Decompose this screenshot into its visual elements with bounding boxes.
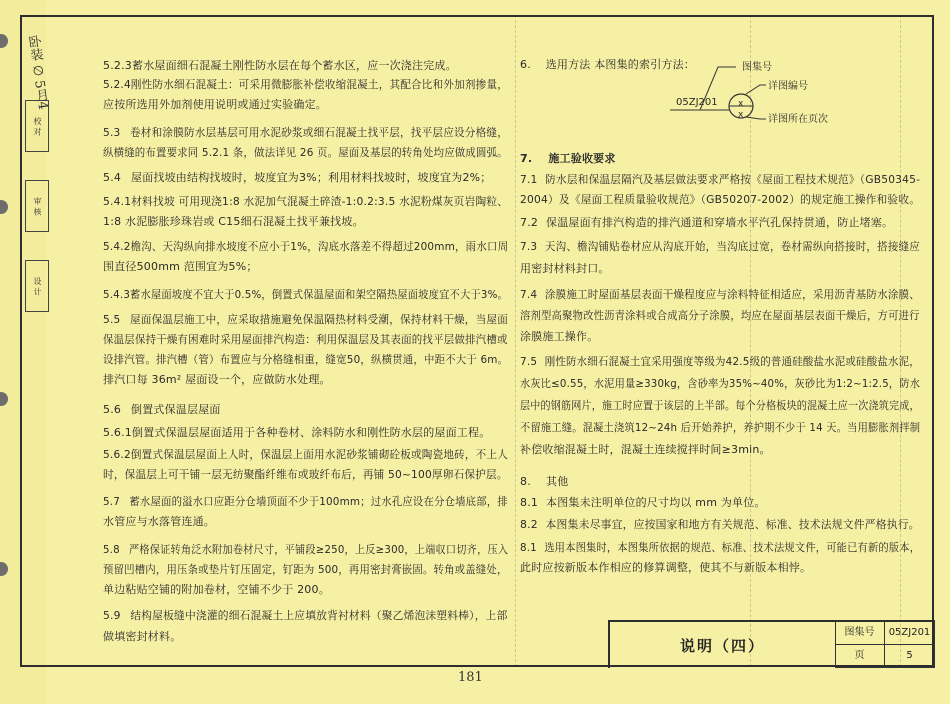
text-line: 保温层保持干燥有困难时采用屋面排汽构造：利用保温层及其表面的找平层做排汽槽或 [103,333,508,346]
text-line: 5.4 屋面找坡由结构找坡时，坡度宜为3%；利用材料找坡时，坡度宜为2%； [103,171,492,184]
text-line: 单边粘贴空铺的附加卷材，空铺不少于 200。 [103,583,330,596]
signature: 卧装 ∅ 5月4 [24,34,51,111]
text-line: 8.1 本图集未注明单位的尺寸均以 mm 为单位。 [520,496,766,509]
text-line: 纵横缝的布置要求同 5.2.1 条，做法详见 26 页。屋面及基层的转角处均应做成圆弧。 [103,146,508,159]
text-line: 8. 其他 [520,475,569,488]
text-line: 5.4.1材料找坡 可用现浇1:8 水泥加气混凝土碎渣-1:0.2:3.5 水泥粉煤灰页岩陶粒、 [103,195,509,208]
text-line: 5.2.3蓄水屋面细石混凝土刚性防水层在每个蓄水区，应一次浇注完成。 [103,59,457,72]
binding-hole [0,200,8,214]
text-line: 2004）及《屋面工程质量验收规范》（GB50207-2002）的规定施工操作和验收。 [520,193,921,206]
side-label: 审 核 [25,180,49,232]
atlas-number: 05ZJ201 [885,622,935,645]
binding-hole [0,34,8,48]
text-line: 5.9 结构屋板缝中浇灌的细石混凝土上应填放背衬材料（聚乙烯泡沫塑料棒），上部 [103,609,508,622]
text-line: 5.8 严格保证转角泛水附加卷材尺寸，平铺段≥250，上反≥300，上端収口切齐，压入 [103,543,509,556]
text-line: 8.1 选用本图集时，本图集所依据的规范、标准、技术法规文件，可能已有新的版本， [520,541,921,554]
text-line: 此时应按新版本作相应的修算调整，使其不与新版本相悖。 [520,561,812,574]
detail-no-label: 详图编号 [768,81,808,92]
text-line: 5.4.2檐沟、天沟纵向排水坡度不应小于1%，沟底水落差不得超过200mm，雨水口周 [103,240,509,253]
text-line: 设排汽管。排汽槽（管）布置应与分格缝相重，缝宽50，纵横贯通，中距不大于 6m。 [103,353,509,366]
side-title-bar [25,30,49,630]
text-line: 做填密封材料。 [103,630,182,643]
section-7-title: 7. 施工验收要求 [520,152,616,165]
text-line: 时，保温层上可干铺一层无纺聚酯纤维布或玻纤布后，再铺 50~100厚卵石保护层。 [103,468,508,481]
text-line: 7.2 保温屋面有排汽构造的排汽通道和穿墙水平汽孔保持贯通，防止堵塞。 [520,216,894,229]
drawing-sheet: 校 对 审 核 设 计 卧装 ∅ 5月4 5.2.3蓄水屋面细石混凝土刚性防水层在每个蓄水区，应一次浇注完成。 5.2.4刚性防水细石混凝土：可采用微膨胀补偿收缩混凝土，其配合比和外加剂掺量， 应按所选用外加剂使用说明或通过实验确定。 5.3 卷材和涂膜防水层基层可用水泥砂浆或细石混凝土找平层，找平层应设分格缝， 纵横缝的布置要求同 5.2.1 条，做法详见 26 页。屋面及基层的转角处均应做成圆弧。 5.4 屋面找坡由结构找坡时，坡度宜为3%；利用材料找坡时，坡度宜为2%； 5.4.1材料找坡 可用现浇1:8 水泥加气混凝土碎渣-1:0.2:3.5 水泥粉煤灰页岩陶粒、 1:8 水泥膨胀珍珠岩或 C15细石混凝土找平兼找坡。 5.4.2檐沟、天沟纵向排水坡度不应小于1%，沟底水落差不得超过200mm，雨水口周 围直径500mm 范围宜为5%； 5.4.3蓄水屋面坡度不宜大于0.5%，倒置式保温屋面和架空隔热屋面坡度宜不大于3%。 5.5 屋面保温层施工中，应采取措施避免保温隔热材料受潮，保持材料干燥，当屋面 保温层保持干燥有困难时采用屋面排汽构造：利用保温层及其表面的找平层做排汽槽或 设排汽管。排汽槽（管）布置应与分格缝相重，缝宽50，纵横贯通，中距不大于 6m。 排汽口每 36m² 屋面设一个，应做防水处理。 5.6 倒置式保温层屋面 5.6.1倒置式保温层屋面适用于各种卷材、涂料防水和刚性防水层的屋面工程。 5.6.2倒置式保温层屋面上人时，保温层上面用水泥砂浆铺砌砼板或陶瓷地砖，不上人 时，保温层上可干铺一层无纺聚酯纤维布或玻纤布后，再铺 50~100厚卵石保护层。 5.7 蓄水屋面的溢水口应距分仓墙顶面不少于100mm；过水孔应设在分仓墙底部，排 水管应与水落管连通。 5.8 严格保证转角泛水附加卷材尺寸，平铺段≥250，上反≥300，上端収口切齐，压入 预留凹槽内，用压条或垫片钉压固定，钉距为 500，再用密封膏嵌固。转角或盖缝处， 单边粘贴空铺的附加卷材，空铺不少于 200。 5.9 结构屋板缝中浇灌的细石混凝土上应填放背衬材料（聚乙烯泡沫塑料棒），上部 做填密封材料。 6. 选用方法 本图集的索引方法： 图集号 详图编号 详图所在页次 05ZJ201 x x 7. 施工验收要求 7.1 防水层和保温层隔汽及基层做法要求严格按《屋面工程技术规范》（GB50345- 2004）及《屋面工程质量验收规范》（GB50207-2002）的规定施工操作和验收。 7.2 保温屋面有排汽构造的排汽通道和穿墙水平汽孔保持贯通，防止堵塞。 7.3 天沟、檐沟铺贴卷材应从沟底开始，当沟底过宽，卷材需纵向搭接时，搭接缝应 用密封材料封口。 7.4 涂膜施工时屋面基层表面干燥程度应与涂料特征相适应，采用沥青基防水涂膜、 溶剂型高聚物改性沥青涂料或合成高分子涂膜，均应在屋面基层表面干燥后，方可进行 涂膜施工操作。 7.5 刚性防水细石混凝土宜采用强度等级为42.5级的普通硅酸盐水泥或硅酸盐水泥， 水灰比≤0.55，水泥用量≥330kg，含砂率为35%~40%，灰砂比为1:2~1:2.5，防水 层中的钢筋网片，施工时应置于该层的上半部。每个分格板块的混凝土应一次浇筑完成， 不留施工缝。混凝土浇筑12~24h 后开始养护，养护期不少于 14 天。当用膨胀剂拌制 补偿收缩混凝土时，混凝土连续搅拌时间≥3min。 8. 其他 8.1 本图集未注明单位的尺寸均以 mm 为单位。 8.2 本图集未尽事宜，应按国家和地方有关规范、标准、技术法规文件严格执行。 8.1 选用本图集时，本图集所依据的规范、标准、技术法规文件，可能已有新的版本， 此时应按新版本作相应的修算调整，使其不与新版本相悖。 说明（四） 图集号 05ZJ201 页 5 181 [0,0,950,704]
text-line: 7.3 天沟、檐沟铺贴卷材应从沟底开始，当沟底过宽，卷材需纵向搭接时，搭接缝应 [520,240,920,253]
text-line: 水管应与水落管连通。 [103,515,215,528]
side-label: 设 计 [25,260,49,312]
side-label: 校 对 [25,100,49,152]
text-line: 5.2.4刚性防水细石混凝土：可采用微膨胀补偿收缩混凝土，其配合比和外加剂掺量， [103,78,508,91]
text-line: 7.4 涂膜施工时屋面基层表面干燥程度应与涂料特征相适应，采用沥青基防水涂膜、 [520,288,920,301]
text-line: 5.7 蓄水屋面的溢水口应距分仓墙顶面不少于100mm；过水孔应设在分仓墙底部，排 [103,495,508,508]
text-line: 8.2 本图集未尽事宜，应按国家和地方有关规范、标准、技术法规文件严格执行。 [520,518,920,531]
text-line: 层中的钢筋网片，施工时应置于该层的上半部。每个分格板块的混凝土应一次浇筑完成， [520,399,920,412]
atlas-no-label: 图集号 [742,62,772,73]
text-line: 水灰比≤0.55，水泥用量≥330kg，含砂率为35%~40%，灰砂比为1:2~1:2.5，防水 [520,377,921,390]
title-block [608,620,935,668]
text-line: 5.6.1倒置式保温层屋面适用于各种卷材、涂料防水和刚性防水层的屋面工程。 [103,426,491,439]
atlas-label: 图集号 [835,622,885,645]
text-line: 5.6 倒置式保温层屋面 [103,403,221,416]
text-line: 5.5 屋面保温层施工中，应采取措施避免保温隔热材料受潮，保持材料干燥，当屋面 [103,313,508,326]
binding-hole [0,392,8,406]
page-label: 页 [835,645,885,668]
text-line: 5.4.3蓄水屋面坡度不宜大于0.5%，倒置式保温屋面和架空隔热屋面坡度宜不大于3%。 [103,288,509,301]
text-line: 7.5 刚性防水细石混凝土宜采用强度等级为42.5级的普通硅酸盐水泥或硅酸盐水泥， [520,355,920,368]
ref-code: 05ZJ201 [676,97,718,108]
text-line: 5.3 卷材和涂膜防水层基层可用水泥砂浆或细石混凝土找平层，找平层应设分格缝， [103,126,508,139]
text-line: 溶剂型高聚物改性沥青涂料或合成高分子涂膜，均应在屋面基层表面干燥后，方可进行 [520,309,920,322]
text-line: 不留施工缝。混凝土浇筑12~24h 后开始养护，养护期不少于 14 天。当用膨胀剂拌制 [520,421,921,434]
sheet-page-number: 5 [885,645,935,668]
detail-page-label: 详图所在页次 [768,114,828,125]
text-line: 排汽口每 36m² 屋面设一个，应做防水处理。 [103,373,331,386]
sheet-title: 说明（四） [610,622,836,668]
text-line: 应按所选用外加剂使用说明或通过实验确定。 [103,98,327,111]
text-line: 用密封材料封口。 [520,262,610,275]
text-line: 围直径500mm 范围宜为5%； [103,260,258,273]
text-line: 预留凹槽内，用压条或垫片钉压固定，钉距为 500，再用密封膏嵌固。转角或盖缝处， [103,563,508,576]
text-line: 涂膜施工操作。 [520,330,599,343]
text-line: 1:8 水泥膨胀珍珠岩或 C15细石混凝土找平兼找坡。 [103,215,364,228]
binding-hole [0,562,8,576]
text-line: 7.1 防水层和保温层隔汽及基层做法要求严格按《屋面工程技术规范》（GB50345- [520,173,921,186]
text-line: 5.6.2倒置式保温层屋面上人时，保温层上面用水泥砂浆铺砌砼板或陶瓷地砖，不上人 [103,448,508,461]
text-line: 补偿收缩混凝土时，混凝土连续搅拌时间≥3min。 [520,443,771,456]
section-6: 6. 选用方法 本图集的索引方法： [520,58,695,71]
book-page-number: 181 [458,670,483,685]
